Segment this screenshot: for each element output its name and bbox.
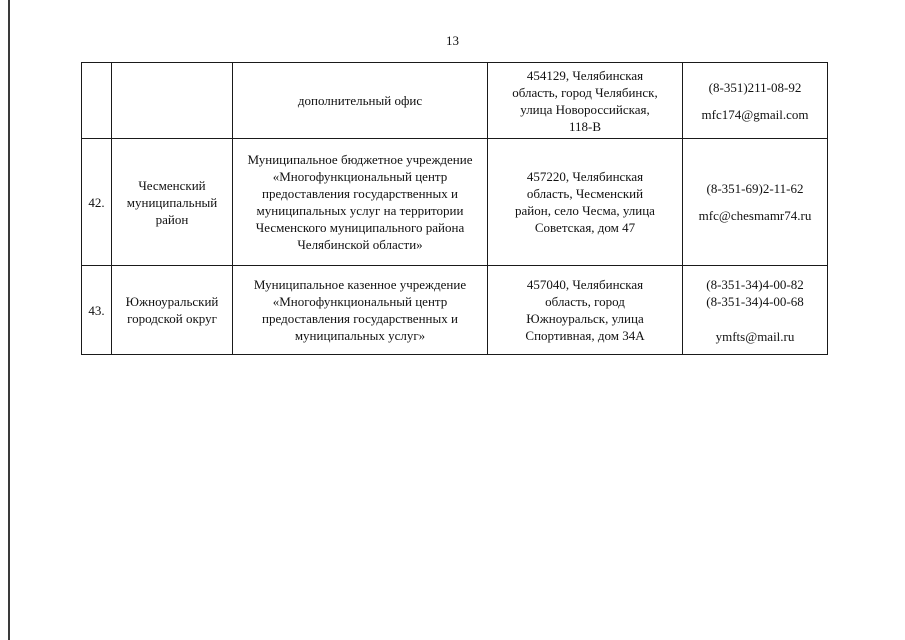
- phone-number: (8-351-34)4-00-82: [706, 276, 804, 292]
- mfc-offices-table: [81, 62, 828, 355]
- table-row: [82, 139, 828, 266]
- postal-address: 454129, Челябинская область, город Челябинск, улица Новороссийская, 118-В: [488, 63, 683, 139]
- contact-cell: [683, 139, 828, 266]
- district-name: [112, 63, 233, 139]
- phone-number: (8-351)211-08-92: [708, 79, 802, 95]
- organization-name: Муниципальное казенное учреждение «Многофункциональный центр предоставления государственных и муниципальных услуг»: [233, 266, 488, 355]
- phone-number: (8-351-69)2-11-62: [706, 181, 804, 196]
- table-row: [82, 63, 828, 139]
- page-edge-rule: [8, 0, 10, 640]
- table-row: [82, 266, 828, 355]
- phone-number: (8-351-34)4-00-68: [706, 293, 804, 309]
- organization-name: Муниципальное бюджетное учреждение «Многофункциональный центр предоставления государственных и муниципальных услуг на территории Чесменского муниципального района Челябинской области»: [233, 139, 488, 266]
- postal-address: 457220, Челябинская область, Чесменский район, село Чесма, улица Советская, дом 47: [488, 139, 683, 266]
- contact-cell: [683, 63, 828, 139]
- district-name: Чесменский муниципальный район: [112, 139, 233, 266]
- page-number: 13: [446, 33, 459, 48]
- contact-cell: [683, 266, 828, 355]
- organization-name: дополнительный офис: [233, 63, 488, 139]
- email-address: ymfts@mail.ru: [715, 328, 795, 344]
- email-address: mfc@chesmamr74.ru: [698, 208, 812, 223]
- district-name: Южноуральский городской округ: [112, 266, 233, 355]
- email-address: mfc174@gmail.com: [701, 106, 809, 122]
- row-number: 42.: [82, 139, 112, 266]
- row-number: 43.: [82, 266, 112, 355]
- row-number: [82, 63, 112, 139]
- postal-address: 457040, Челябинская область, город Южноуральск, улица Спортивная, дом 34А: [488, 266, 683, 355]
